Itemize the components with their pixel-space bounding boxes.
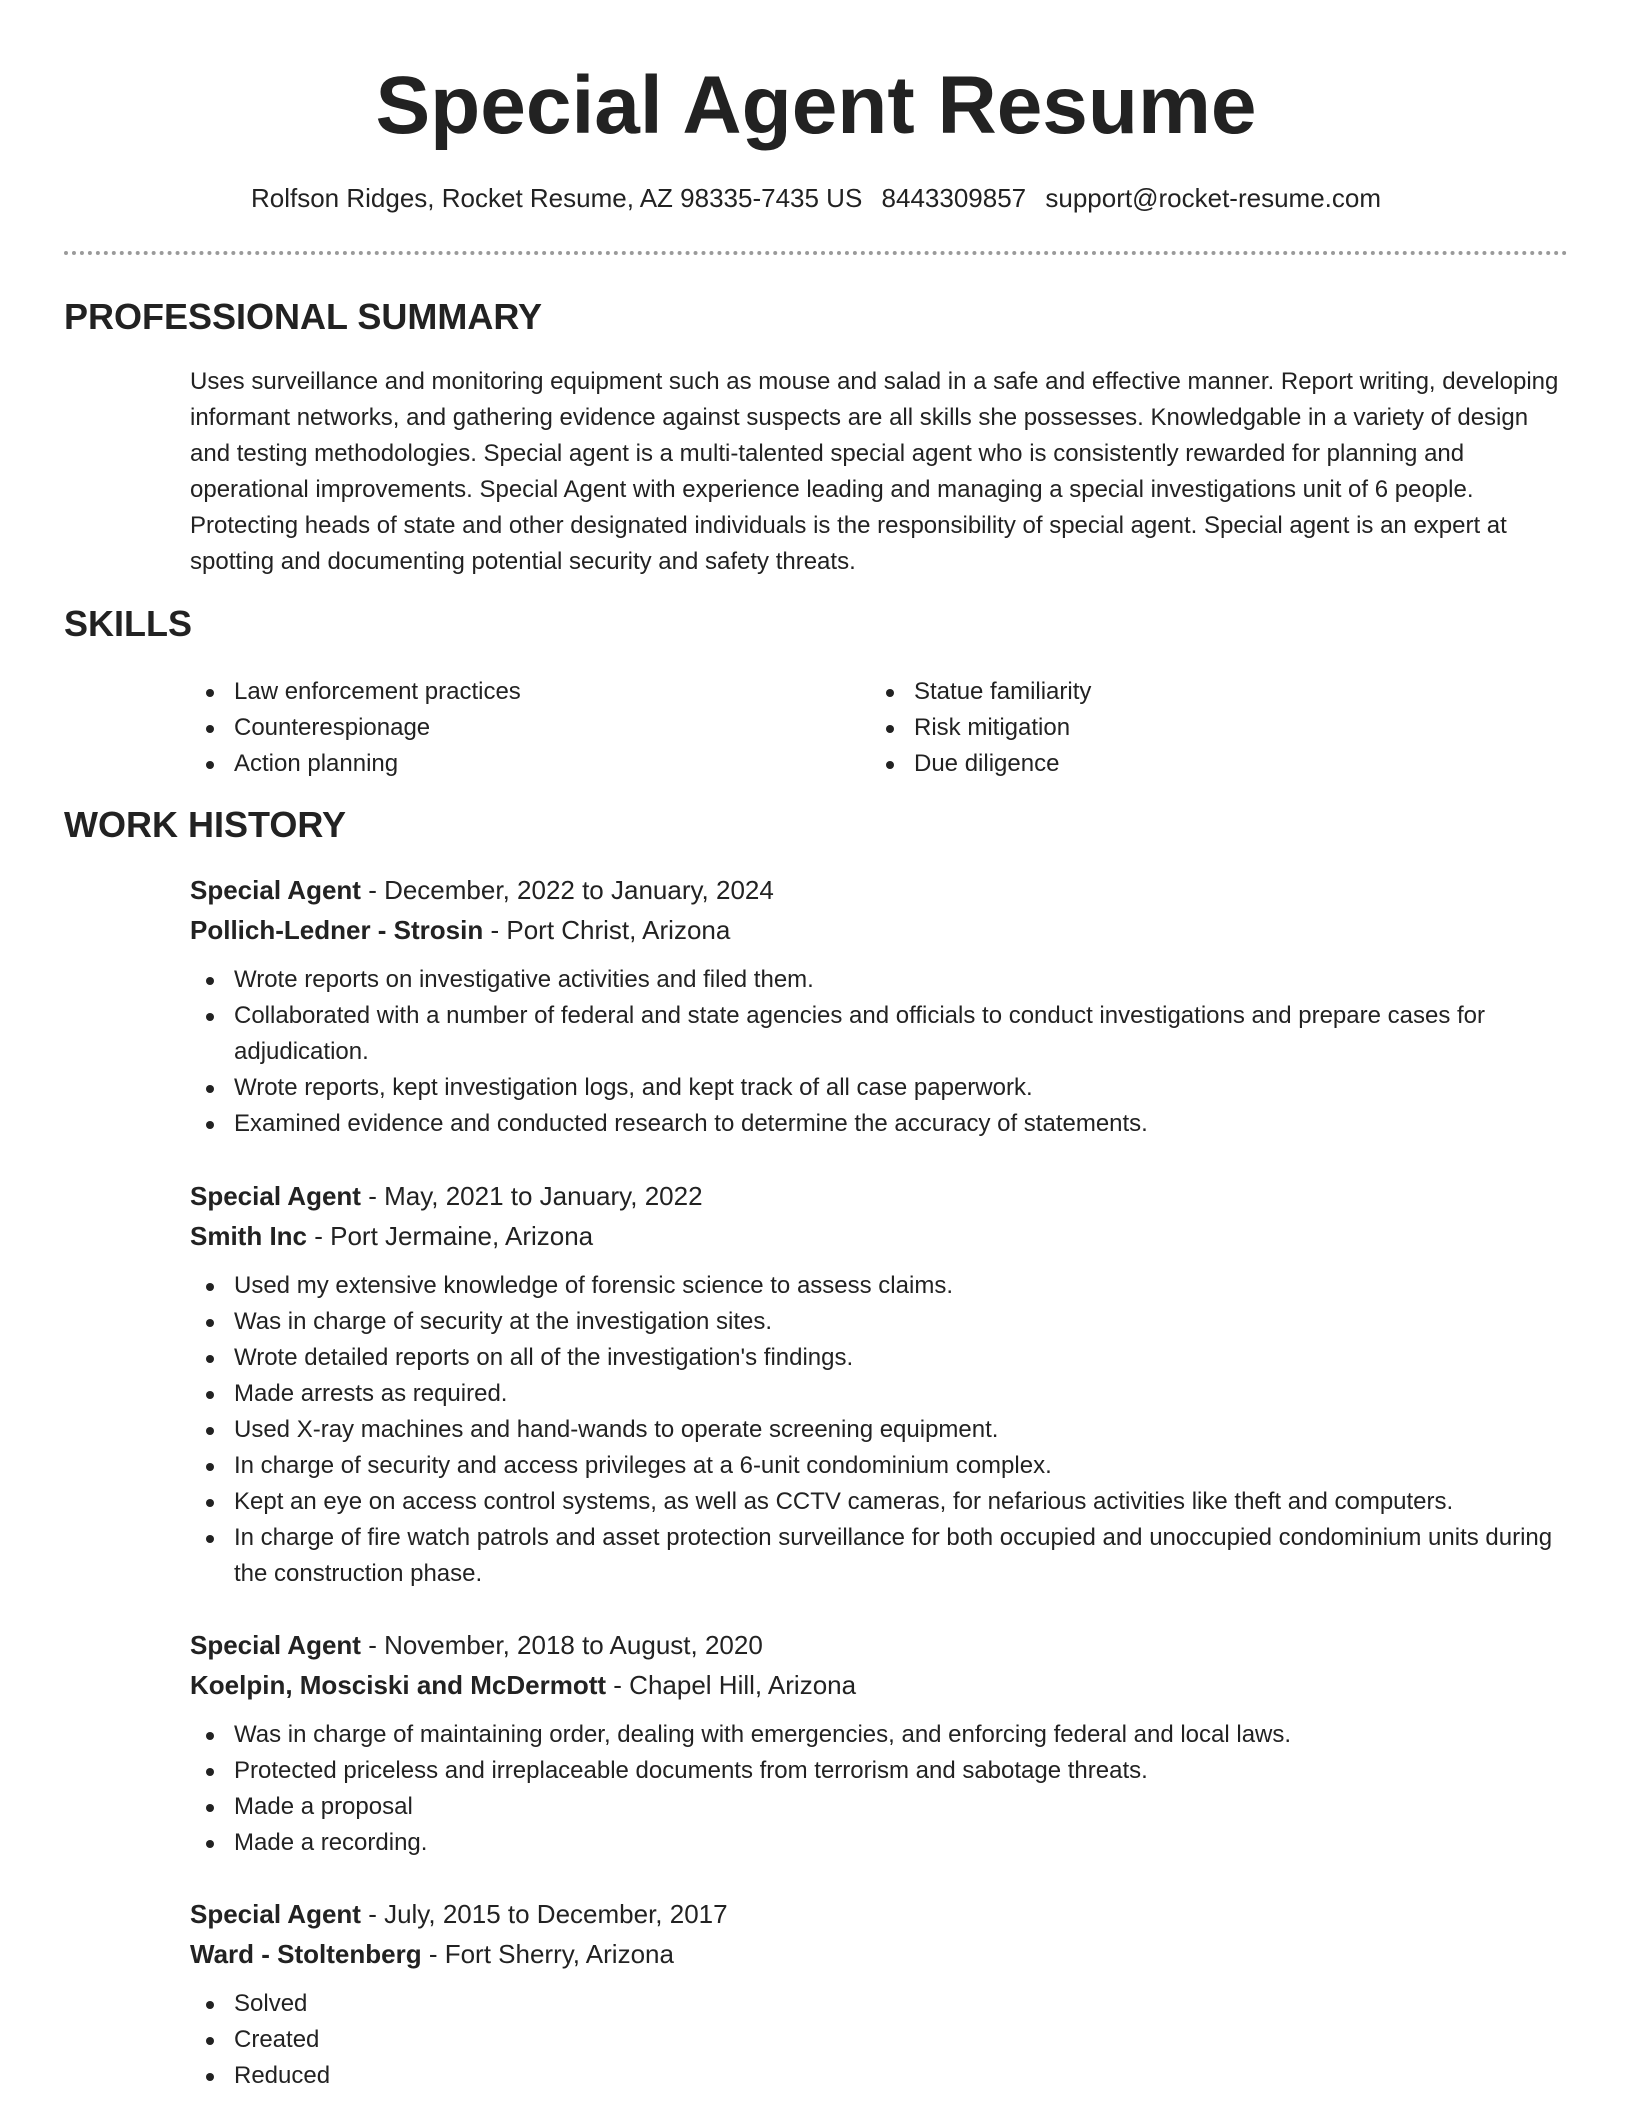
job-duties	[190, 962, 1570, 1142]
job-duty: In charge of security and access privileges at a 6-unit condominium complex.	[190, 1448, 1570, 1484]
job-entry	[190, 1894, 1570, 2094]
job-company: Ward - Stoltenberg	[190, 1939, 422, 1969]
job-title: Special Agent	[190, 875, 361, 905]
job-dates: - November, 2018 to August, 2020	[360, 1630, 763, 1660]
job-duty: Protected priceless and irreplaceable documents from terrorism and sabotage threats.	[190, 1753, 1570, 1789]
job-duty: Was in charge of security at the investigation sites.	[190, 1304, 1570, 1340]
skill-item: Risk mitigation	[870, 710, 1530, 746]
job-duty: In charge of fire watch patrols and asset protection surveillance for both occupied and unoccupied condominium units during the construction phase.	[190, 1520, 1570, 1592]
job-company: Smith Inc	[190, 1221, 308, 1251]
skill-item: Law enforcement practices	[190, 674, 850, 710]
job-duty: Wrote reports, kept investigation logs, and kept track of all case paperwork.	[190, 1070, 1570, 1106]
job-location: - Fort Sherry, Arizona	[421, 1939, 674, 1969]
job-dates: - May, 2021 to January, 2022	[360, 1181, 703, 1211]
job-location: - Port Christ, Arizona	[483, 915, 731, 945]
job-duty: Examined evidence and conducted research to determine the accuracy of statements.	[190, 1106, 1570, 1142]
job-duty: Created	[190, 2022, 1570, 2058]
resume-title: Special Agent Resume	[375, 60, 1257, 151]
job-title-line	[190, 1894, 1570, 1934]
job-company: Koelpin, Mosciski and McDermott	[190, 1670, 607, 1700]
contact-address: Rolfson Ridges, Rocket Resume, AZ 98335-7435 US	[250, 183, 863, 213]
job-title-line	[190, 1176, 1570, 1216]
job-title: Special Agent	[190, 1899, 361, 1929]
job-title: Special Agent	[190, 1630, 361, 1660]
job-duties	[190, 1717, 1570, 1861]
header-divider	[64, 251, 1568, 255]
job-duty: Made a recording.	[190, 1825, 1570, 1861]
job-duty: Was in charge of maintaining order, dealing with emergencies, and enforcing federal and local laws.	[190, 1717, 1570, 1753]
job-duty: Made arrests as required.	[190, 1376, 1570, 1412]
skill-item: Action planning	[190, 746, 850, 782]
job-duty: Wrote detailed reports on all of the investigation's findings.	[190, 1340, 1570, 1376]
job-company-line	[190, 1665, 1570, 1705]
job-dates: - July, 2015 to December, 2017	[360, 1899, 728, 1929]
job-company: Pollich-Ledner - Strosin	[190, 915, 484, 945]
summary-text: Uses surveillance and monitoring equipment such as mouse and salad in a safe and effective manner. Report writing, developing informant networks, and gathering evidence against suspects are all skills she possesses. Knowledgable in a variety of design and testing methodologies. Special agent is a multi-talented special agent who is consistently rewarded for planning and operational improvements. Special Agent with experience leading and managing a special investigations unit of 6 people. Protecting heads of state and other designated individuals is the responsibility of special agent. Special agent is an expert at spotting and documenting potential security and safety threats.	[190, 368, 1559, 575]
job-duties	[190, 1986, 1570, 2094]
job-duty: Used X-ray machines and hand-wands to operate screening equipment.	[190, 1412, 1570, 1448]
job-title-line	[190, 1625, 1570, 1665]
skill-item: Counterespionage	[190, 710, 850, 746]
job-duties	[190, 1268, 1570, 1592]
job-dates: - December, 2022 to January, 2024	[360, 875, 774, 905]
job-duty: Wrote reports on investigative activities and filed them.	[190, 962, 1570, 998]
job-title: Special Agent	[190, 1181, 361, 1211]
job-duty: Reduced	[190, 2058, 1570, 2094]
job-location: - Port Jermaine, Arizona	[307, 1221, 594, 1251]
work-heading: WORK HISTORY	[64, 804, 347, 845]
job-entry	[190, 870, 1570, 1142]
job-duty: Used my extensive knowledge of forensic science to assess claims.	[190, 1268, 1570, 1304]
job-company-line	[190, 1216, 1570, 1256]
skills-list-left	[190, 674, 850, 782]
summary-heading: PROFESSIONAL SUMMARY	[64, 296, 543, 337]
job-duty: Made a proposal	[190, 1789, 1570, 1825]
job-duty: Collaborated with a number of federal and state agencies and officials to conduct investigations and prepare cases for adjudication.	[190, 998, 1570, 1070]
job-entry	[190, 1625, 1570, 1861]
contact-line	[0, 180, 1632, 216]
skill-item: Due diligence	[870, 746, 1530, 782]
job-company-line	[190, 910, 1570, 950]
contact-phone: 8443309857	[881, 183, 1027, 213]
job-duty: Solved	[190, 1986, 1570, 2022]
skill-item: Statue familiarity	[870, 674, 1530, 710]
job-company-line	[190, 1934, 1570, 1974]
job-duty: Kept an eye on access control systems, as well as CCTV cameras, for nefarious activities like theft and computers.	[190, 1484, 1570, 1520]
job-title-line	[190, 870, 1570, 910]
skills-list-right	[870, 674, 1530, 782]
contact-email: support@rocket-resume.com	[1045, 183, 1382, 213]
job-entry	[190, 1176, 1570, 1592]
job-location: - Chapel Hill, Arizona	[606, 1670, 857, 1700]
skills-heading: SKILLS	[64, 603, 193, 644]
